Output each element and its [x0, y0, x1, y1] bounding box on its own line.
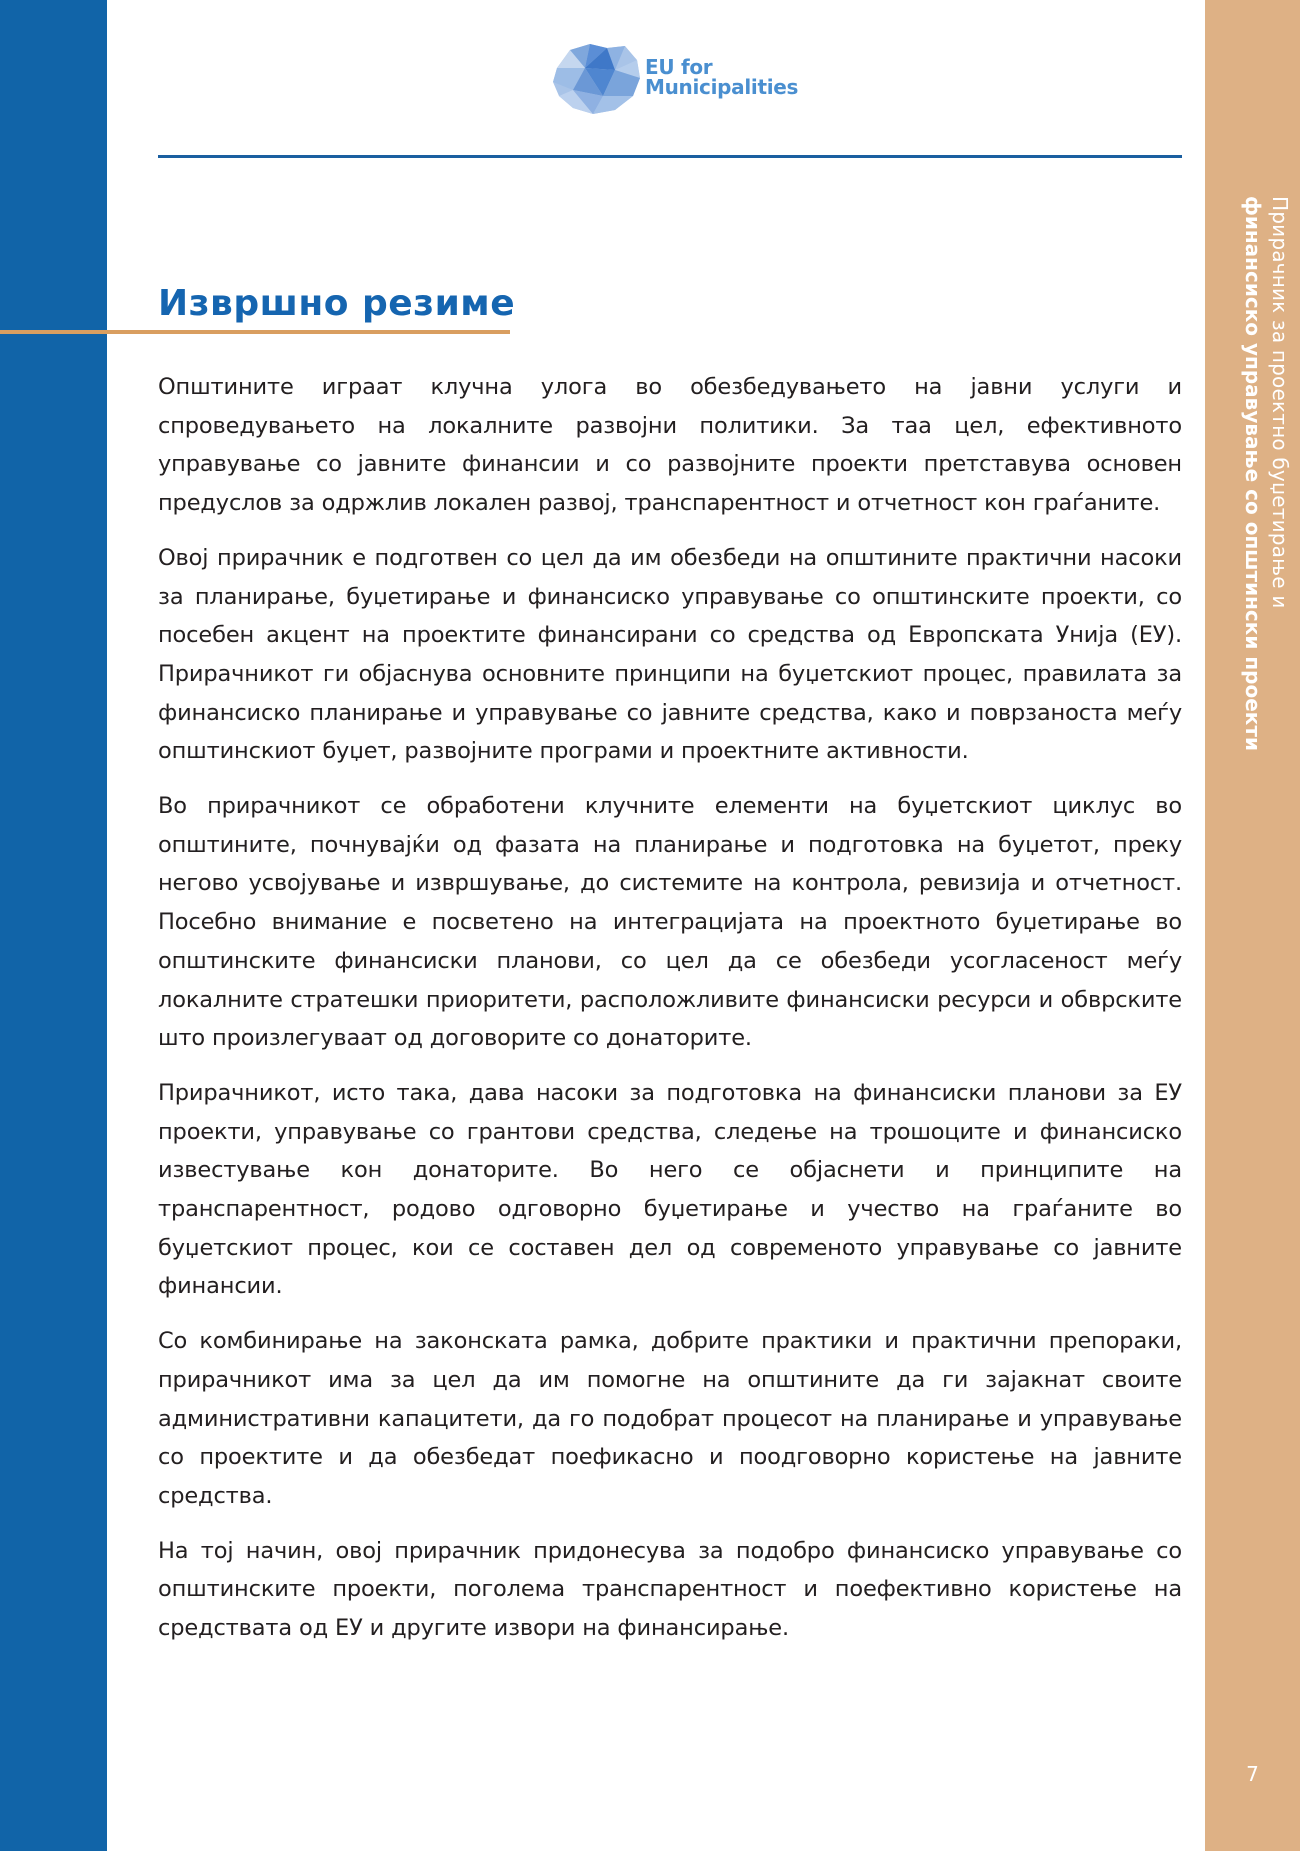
side-running-title — [1207, 196, 1299, 756]
header-rule — [158, 155, 1182, 158]
body-text — [158, 368, 1182, 1664]
side-title-line-1: Прирачник за проектно буџетирање и — [1268, 196, 1292, 609]
paragraph-1: Општините играат клучна улога во обезбедувањето на јавни услуги и спроведувањето на локалните развојни политики. За таа цел, ефективното управување со јавните финансии и со развојните проекти претставува основен предуслов за одржлив локален развој, транспарентност и отчетност кон граѓаните. — [158, 374, 1182, 517]
left-color-band — [0, 0, 107, 1851]
paragraph-5: Со комбинирање на законската рамка, добрите практики и практични препораки, прирачникот има за цел да им помогне на општините да ги зајакнат своите административни капацитети, да го подобрат процесот на планирање и управување со проектите и да обезбедат поефикасно и поодговорно користење на јавните средства. — [158, 1328, 1182, 1509]
page-number: 7 — [1246, 1762, 1259, 1786]
paragraph-3: Во прирачникот се обработени клучните елементи на буџетскиот циклус во општините, почнувајќи од фазата на планирање и подготовка на буџетот, преку негово усвојување и извршување, до системите на контрола, ревизија и отчетност. Посебно внимание е посветено на интеграцијата на проектното буџетирање во општинските финансиски планови, со цел да се обезбеди усогласеност меѓу локалните стратешки приоритети, расположливите финансиски ресурси и обврските што произлегуваат од договорите со донаторите. — [158, 793, 1182, 1052]
heading-underline — [0, 330, 510, 334]
section-heading: Извршно резиме — [158, 283, 516, 324]
logo-text — [645, 57, 798, 97]
side-title-line-2: финансиско управување со општински проекти — [1241, 196, 1265, 751]
paragraph-6: На тој начин, овој прирачник придонесува за подобро финансиско управување со општинските проекти, поголема транспарентност и поефективно користење на средствата од ЕУ и другите извори на финансирање. — [158, 1537, 1182, 1642]
logo-map-icon — [545, 38, 645, 118]
logo-text-line-2: Municipalities — [645, 75, 799, 99]
eu-for-municipalities-logo — [545, 38, 805, 118]
paragraph-4: Прирачникот, исто така, дава насоки за подготовка на финансиски планови за ЕУ проекти, управување со грантови средства, следење на трошоците и финансиско известување кон донаторите. Во него се објаснети и принципите на транспарентност, родово одговорно буџетирање и учество на граѓаните во буџетскиот процес, кои се составен дел од современото управување со јавните финансии. — [158, 1079, 1182, 1300]
paragraph-2: Овој прирачник е подготвен со цел да им обезбеди на општините практични насоки за планирање, буџетирање и финансиско управување со општинските проекти, со посебен акцент на проектите финансирани со средства од Европската Унија (ЕУ). Прирачникот ги објаснува основните принципи на буџетскиот процес, правилата за финансиско планирање и управување со јавните средства, како и поврзаноста меѓу општинскиот буџет, развојните програми и проектните активности. — [158, 544, 1182, 765]
logo-text-line-1: EU for — [645, 55, 713, 79]
